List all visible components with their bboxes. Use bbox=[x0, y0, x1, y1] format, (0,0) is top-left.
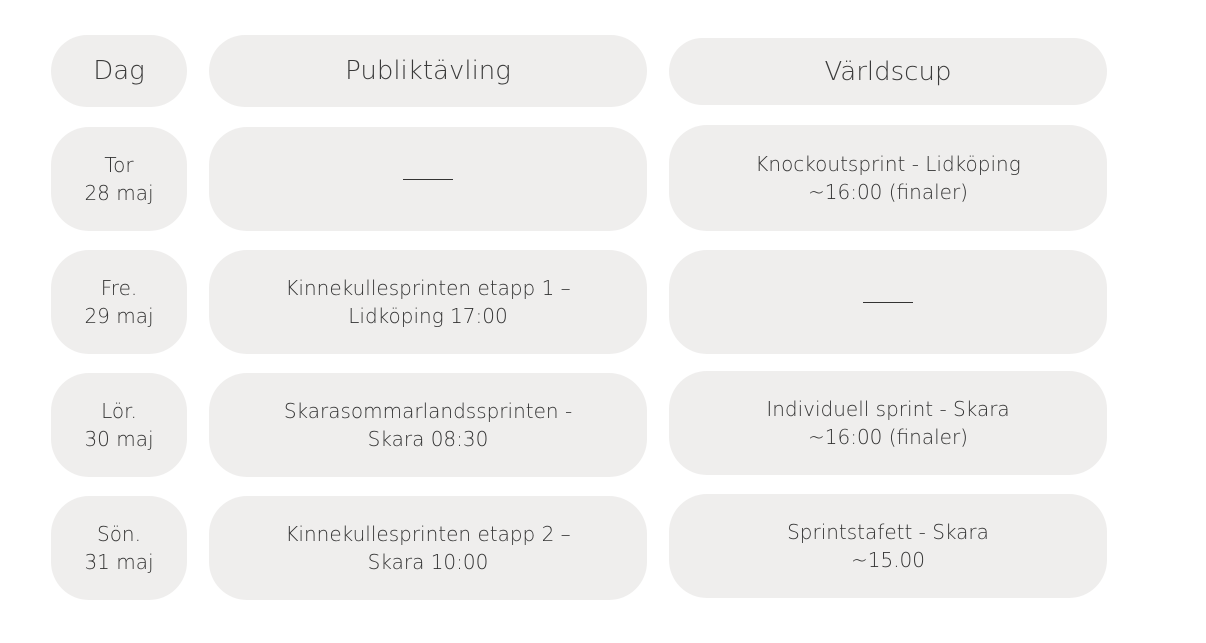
header-publik-label: Publiktävling bbox=[345, 56, 511, 86]
header-cell-publiktavling bbox=[209, 35, 647, 107]
event-time: Skara 08:30 bbox=[367, 427, 489, 451]
day-cell-3 bbox=[51, 373, 187, 477]
day-date: 28 maj bbox=[84, 181, 154, 205]
header-cell-varldscup bbox=[669, 38, 1107, 105]
day-name: Fre. bbox=[100, 276, 138, 300]
varldscup-cell-4 bbox=[669, 494, 1107, 598]
day-name: Lör. bbox=[101, 399, 137, 423]
publik-cell-4 bbox=[209, 496, 647, 600]
header-day-label: Dag bbox=[93, 56, 145, 86]
event-time: ~16:00 (finaler) bbox=[808, 425, 968, 449]
empty-dash bbox=[403, 179, 453, 180]
day-date: 29 maj bbox=[84, 304, 154, 328]
day-name: Sön. bbox=[97, 522, 141, 546]
varldscup-cell-2 bbox=[669, 250, 1107, 354]
event-name: Individuell sprint - Skara bbox=[766, 397, 1010, 421]
empty-dash bbox=[863, 302, 913, 303]
varldscup-cell-3 bbox=[669, 371, 1107, 475]
varldscup-cell-1 bbox=[669, 125, 1107, 231]
event-name: Kinnekullesprinten etapp 1 – bbox=[285, 276, 571, 300]
event-time: Lidköping 17:00 bbox=[348, 304, 508, 328]
event-time: ~16:00 (finaler) bbox=[808, 180, 968, 204]
event-name: Knockoutsprint - Lidköping bbox=[755, 152, 1021, 176]
event-name: Kinnekullesprinten etapp 2 – bbox=[285, 522, 571, 546]
day-cell-2 bbox=[51, 250, 187, 354]
event-time: Skara 10:00 bbox=[367, 550, 489, 574]
event-name: Skarasommarlandssprinten - bbox=[283, 399, 573, 423]
publik-cell-2 bbox=[209, 250, 647, 354]
event-time: ~15.00 bbox=[850, 548, 925, 572]
day-cell-4 bbox=[51, 496, 187, 600]
header-cell-day bbox=[51, 35, 187, 107]
day-name: Tor bbox=[104, 153, 134, 177]
publik-cell-1 bbox=[209, 127, 647, 231]
header-varldscup-label: Världscup bbox=[824, 56, 952, 87]
publik-cell-3 bbox=[209, 373, 647, 477]
day-date: 30 maj bbox=[84, 427, 154, 451]
day-cell-1 bbox=[51, 127, 187, 231]
day-date: 31 maj bbox=[84, 550, 154, 574]
event-name: Sprintstafett - Skara bbox=[787, 520, 989, 544]
